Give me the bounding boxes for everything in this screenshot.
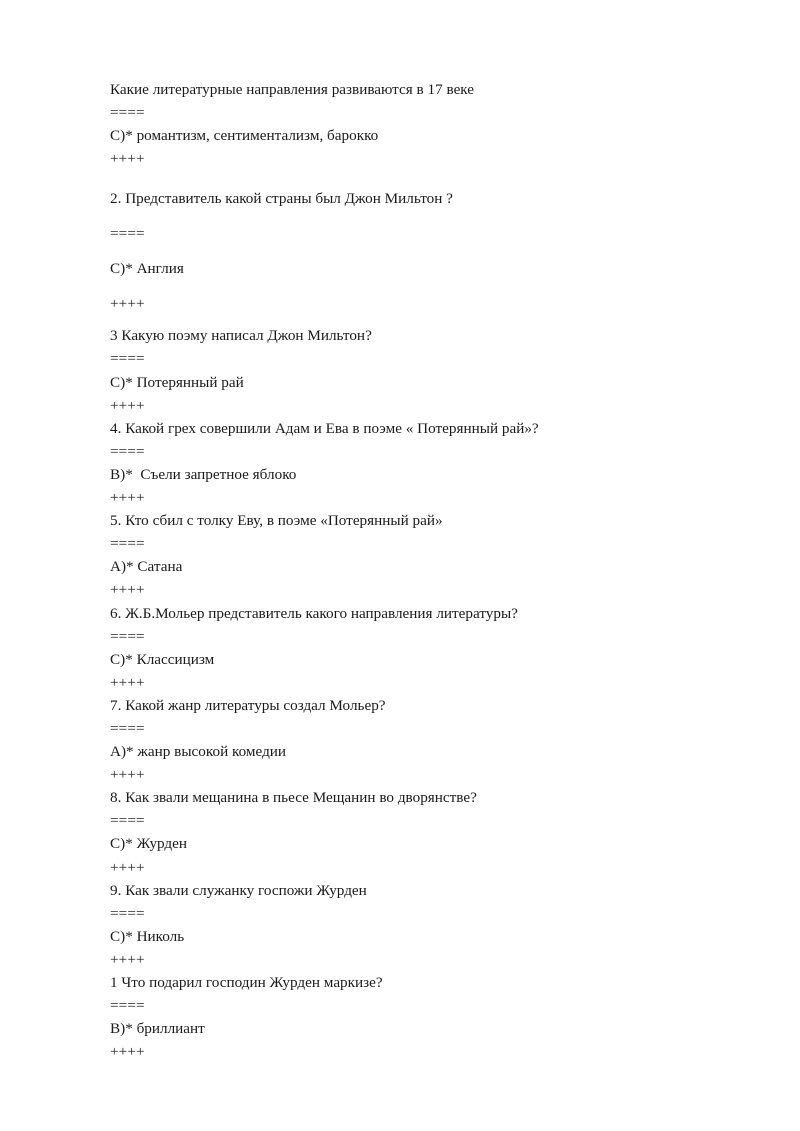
question-text: 4. Какой грех совершили Адам и Ева в поэме « Потерянный рай»? xyxy=(110,419,539,437)
qa-block xyxy=(110,509,740,601)
answer-text: C)* Потерянный рай xyxy=(110,373,244,391)
qa-block xyxy=(110,694,740,786)
qa-block xyxy=(110,181,740,321)
separator-plus: ++++ xyxy=(110,581,145,599)
separator-equals: ==== xyxy=(110,997,145,1015)
question-text: 1 Что подарил господин Журден маркизе? xyxy=(110,974,383,991)
separator-equals: ==== xyxy=(110,535,145,553)
separator-plus: ++++ xyxy=(110,673,145,691)
answer-text: A)* жанр высокой комедии xyxy=(110,743,287,761)
separator-plus: ++++ xyxy=(110,489,145,507)
answer-text: B)* бриллиант xyxy=(110,1020,205,1038)
document-body xyxy=(110,78,740,1063)
qa-block xyxy=(110,786,740,878)
question-text: Какие литературные направления развиваются в 17 веке xyxy=(110,81,475,98)
separator-plus: ++++ xyxy=(110,295,145,313)
separator-plus: ++++ xyxy=(110,858,145,876)
answer-text: C)* Журден xyxy=(110,835,188,853)
question-text: 6. Ж.Б.Мольер представитель какого направления литературы? xyxy=(110,604,518,622)
answer-text: C)* Англия xyxy=(110,260,184,278)
question-text: 3 Какую поэму написал Джон Мильтон? xyxy=(110,327,372,345)
answer-text: C)* романтизм, сентиментализм, барокко xyxy=(110,127,379,145)
qa-block xyxy=(110,971,740,1063)
qa-block xyxy=(110,602,740,694)
separator-plus: ++++ xyxy=(110,766,145,784)
separator-plus: ++++ xyxy=(110,150,145,168)
separator-equals: ==== xyxy=(110,225,145,243)
qa-block xyxy=(110,879,740,971)
question-text: 9. Как звали служанку госпожи Журден xyxy=(110,881,367,899)
answer-text: A)* Сатана xyxy=(110,558,183,576)
separator-plus: ++++ xyxy=(110,1043,145,1061)
separator-equals: ==== xyxy=(110,904,145,922)
qa-block xyxy=(110,324,740,416)
qa-block xyxy=(110,417,740,509)
answer-text: C)* Классицизм xyxy=(110,650,215,668)
separator-plus: ++++ xyxy=(110,396,145,414)
question-text: 2. Представитель какой страны был Джон Мильтон ? xyxy=(110,190,453,208)
separator-plus: ++++ xyxy=(110,950,145,968)
separator-equals: ==== xyxy=(110,350,145,368)
question-text: 7. Какой жанр литературы создал Мольер? xyxy=(110,696,386,714)
separator-equals: ==== xyxy=(110,812,145,830)
qa-block xyxy=(110,78,740,170)
separator-equals: ==== xyxy=(110,627,145,645)
question-text: 5. Кто сбил с толку Еву, в поэме «Потерянный рай» xyxy=(110,512,443,530)
answer-text: C)* Николь xyxy=(110,927,185,945)
question-text: 8. Как звали мещанина в пьесе Мещанин во дворянстве? xyxy=(110,789,477,807)
separator-equals: ==== xyxy=(110,442,145,460)
answer-text: B)* Съели запретное яблоко xyxy=(110,465,297,483)
separator-equals: ==== xyxy=(110,719,145,737)
separator-equals: ==== xyxy=(110,104,145,122)
